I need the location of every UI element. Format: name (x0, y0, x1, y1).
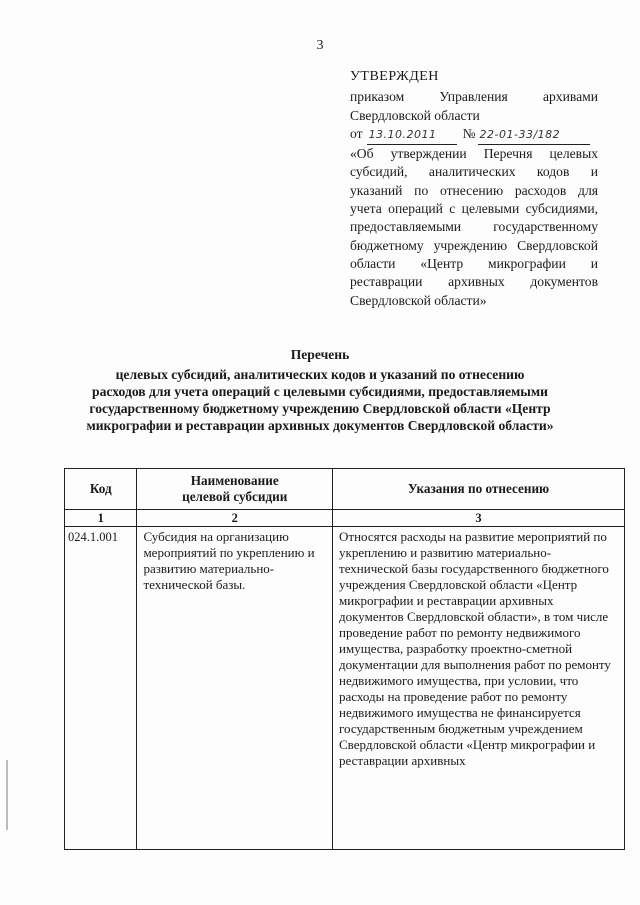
header-name (137, 469, 333, 510)
approval-order-title: «Об утверждении Перечня целевых субсидий, аналитических кодов и указаний по отнесению расходов для учета операций с целевыми субсидиями, предоставляемыми государственному бюджетному учреждению Свердловской области «Центр микрографии и реставрации архивных документов Свердловской области» (350, 146, 598, 308)
header-code: Код (65, 469, 137, 510)
heading-line-1: Перечень (290, 347, 350, 362)
header-instructions: Указания по отнесению (333, 469, 625, 510)
header-name-line-2: целевой субсидии (182, 489, 288, 504)
table-header-row (65, 469, 625, 510)
table-row (65, 527, 625, 850)
approval-stamp-block (350, 68, 598, 310)
heading-line-3: расходов для учета операций с целевыми субсидиями, предоставляемыми (92, 384, 548, 399)
approval-order-line: приказом Управления архивами Свердловской области (350, 89, 598, 123)
column-number-1: 1 (65, 510, 137, 527)
handwritten-date: 13.10.2011 (367, 126, 457, 145)
row-instructions: Относятся расходы на развитие мероприятий по укреплению и развитию материально-технической базы государственного бюджетного учреждения Свердловской области «Центр микрографии и реставрации архивных документов Свердловской области», в том числе проведение работ по ремонту недвижимого имущества, разработку проектно-сметной документации для выполнения работ по ремонту недвижимого имущества, при условии, что расходы на проведение работ по ремонту недвижимого имущества не финансируется государственным бюджетным учреждением Свердловской области «Центр микрографии и реставрации архивных (333, 527, 625, 850)
approval-date-number-row (350, 125, 598, 145)
scan-edge-mark (6, 760, 8, 830)
document-heading (40, 346, 600, 434)
number-label: № (462, 125, 476, 141)
column-number-3: 3 (333, 510, 625, 527)
handwritten-number: 22-01-33/182 (478, 126, 590, 145)
column-number-2: 2 (137, 510, 333, 527)
row-name: Субсидия на организацию мероприятий по укреплению и развитию материально-технической базы. (137, 527, 333, 850)
heading-line-5: микрографии и реставрации архивных документов Свердловской области» (86, 418, 554, 433)
heading-line-2: целевых субсидий, аналитических кодов и указаний по отнесению (115, 367, 525, 382)
subsidies-table (64, 468, 625, 850)
page-number: 3 (316, 38, 324, 53)
heading-line-4: государственному бюджетному учреждению Свердловской области «Центр (89, 401, 551, 416)
column-number-row (65, 510, 625, 527)
from-label: от (350, 125, 363, 141)
header-name-line-1: Наименование (190, 473, 279, 488)
row-code: 024.1.001 (65, 527, 137, 850)
approval-title: УТВЕРЖДЕН (350, 69, 439, 84)
